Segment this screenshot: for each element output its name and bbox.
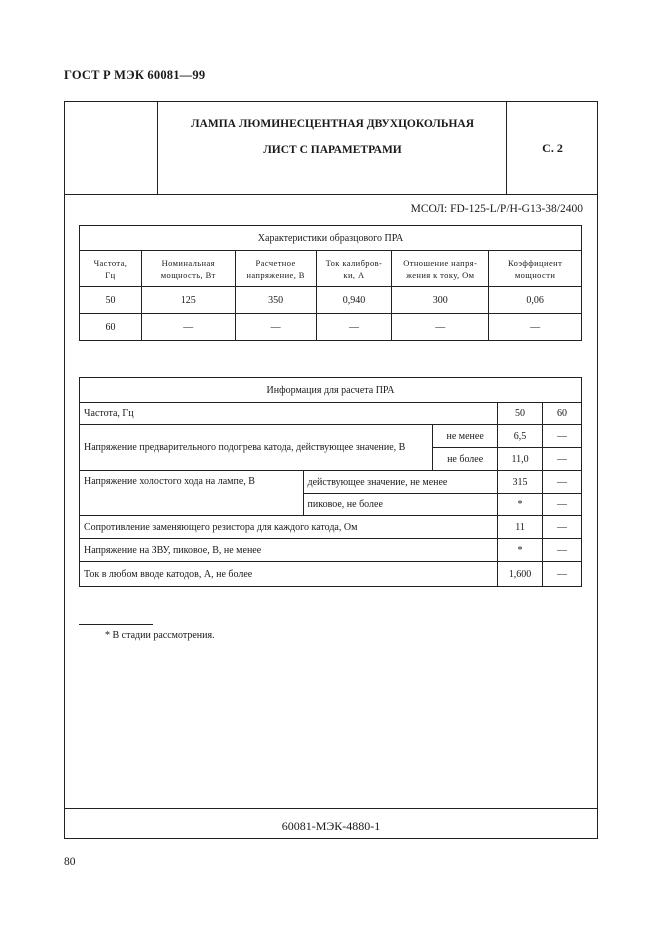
row-label: Напряжение на ЗВУ, пиковое, В, не менее [80,539,498,562]
ballast-calculation-table [79,377,582,587]
table-row [80,471,582,494]
row-sublabel: действующее значение, не менее [303,471,498,494]
table-cell: — [543,539,582,562]
table-cell: 315 [498,471,543,494]
table-cell: 60 [80,314,142,341]
table-cell: 350 [235,287,316,314]
table-cell: — [543,471,582,494]
table-cell: 11 [498,516,543,539]
table-cell: 125 [141,287,235,314]
header-cell: Номинальная мощность, Вт [141,251,235,287]
document-code: ГОСТ Р МЭК 60081—99 [64,68,206,82]
table-row [80,539,582,562]
ballast-characteristics-table [79,225,582,341]
header-cell: Ток калибров- ки, А [316,251,392,287]
table-row [80,562,582,587]
table-cell: 1,600 [498,562,543,587]
page-number: 80 [64,856,76,868]
table-cell: — [543,448,582,471]
row-sublabel: не более [433,448,498,471]
table-cell: * [498,539,543,562]
table-cell: — [489,314,582,341]
row-label: Сопротивление заменяющего резистора для каждого катода, Ом [80,516,498,539]
header-cell: Частота, Гц [80,251,142,287]
row-label: Частота, Гц [80,403,498,425]
header-cell: Расчетное напряжение, В [235,251,316,287]
footnote-separator [79,624,153,625]
table-row [80,425,582,448]
table-cell: 0,940 [316,287,392,314]
table-cell: 50 [498,403,543,425]
table-row [80,516,582,539]
footnote: * В стадии рассмотрения. [105,630,215,641]
table-caption: Характеристики образцового ПРА [80,226,582,251]
table-cell: 0,06 [489,287,582,314]
table-cell: — [141,314,235,341]
header-bottom-rule [64,194,598,195]
table-header-row [80,251,582,287]
header-cell: Коэффициент мощности [489,251,582,287]
lamp-designation: МСОЛ: FD-125-L/P/H-G13-38/2400 [410,203,583,215]
row-sublabel: не менее [433,425,498,448]
table-cell: — [543,516,582,539]
table-cell: — [543,425,582,448]
table-cell: 11,0 [498,448,543,471]
page-mark: С. 2 [542,141,563,155]
sheet-code: 60081-МЭК-4880-1 [281,819,381,833]
table-cell: — [543,562,582,587]
row-label: Ток в любом вводе катодов, А, не более [80,562,498,587]
row-sublabel: пиковое, не более [303,494,498,516]
table-cell: 50 [80,287,142,314]
table-row [80,403,582,425]
sheet-title-line1: ЛАМПА ЛЮМИНЕСЦЕНТНАЯ ДВУХЦОКОЛЬНАЯ [190,118,475,130]
table-row [80,287,582,314]
table-cell: 300 [392,287,489,314]
footer-top-rule [64,808,598,809]
table-cell: — [392,314,489,341]
table-cell: — [235,314,316,341]
row-label: Напряжение холостого хода на лампе, В [80,471,304,516]
table-row [80,314,582,341]
table-cell: — [543,494,582,516]
header-cell: Отношение напря- жения к току, Ом [392,251,489,287]
table-cell: * [498,494,543,516]
table-cell: — [316,314,392,341]
table-cell: 60 [543,403,582,425]
row-label: Напряжение предварительного подогрева катода, действующее значение, В [80,425,433,471]
table-caption: Информация для расчета ПРА [80,378,582,403]
table-cell: 6,5 [498,425,543,448]
sheet-title-line2: ЛИСТ С ПАРАМЕТРАМИ [263,144,402,156]
